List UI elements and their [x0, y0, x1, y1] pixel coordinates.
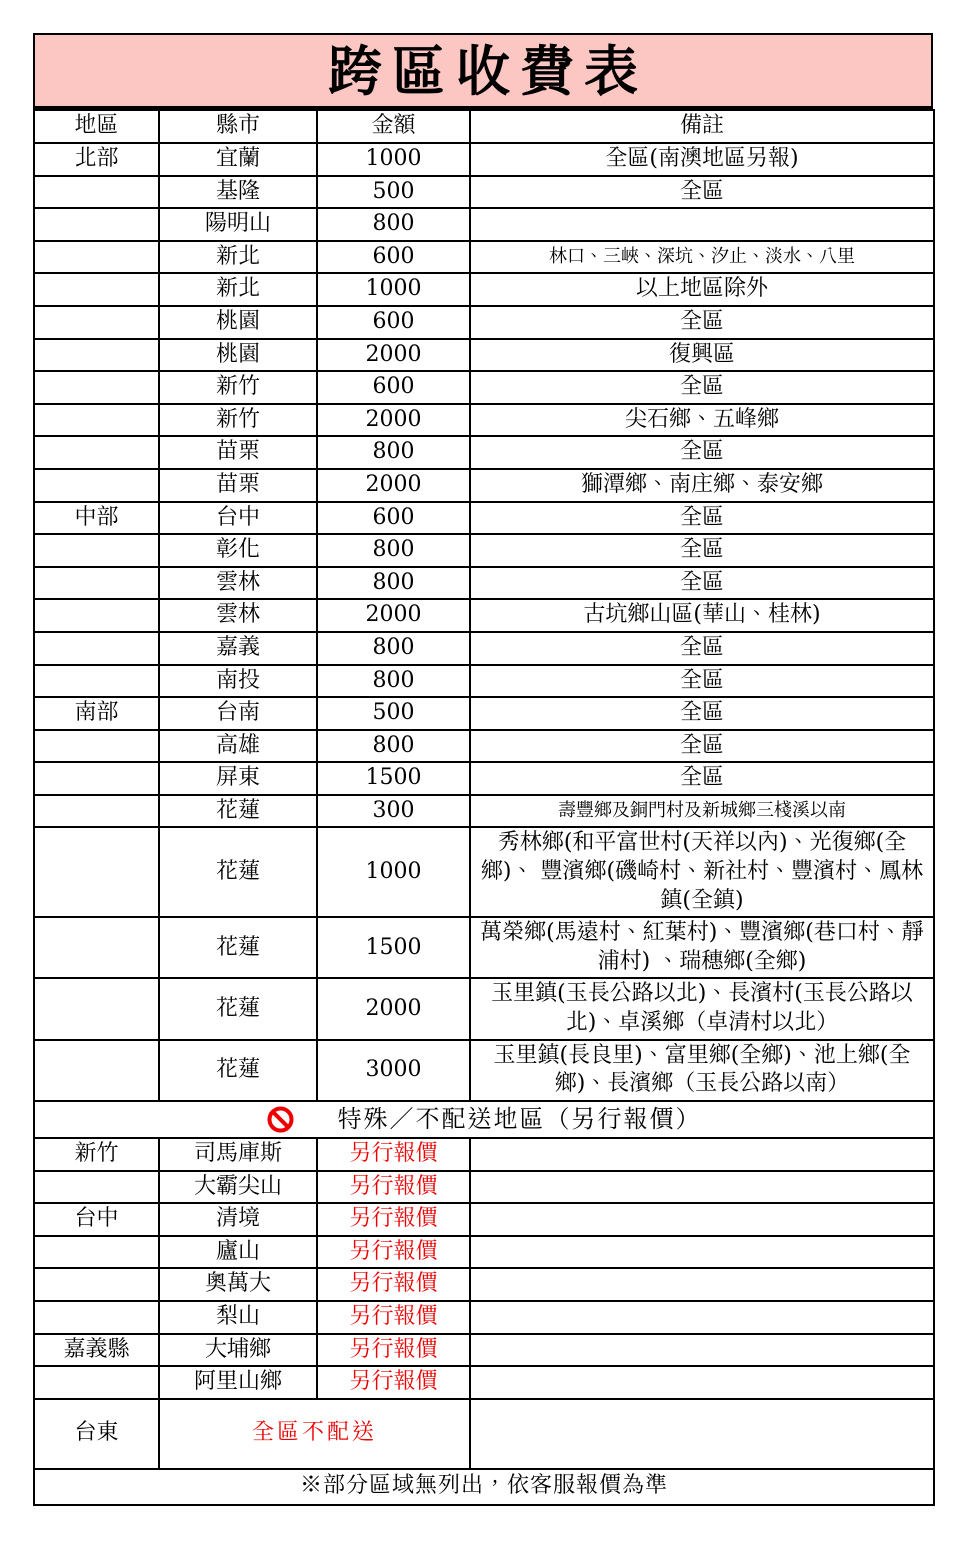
special-row [34, 1171, 934, 1204]
amount-cell: 另行報價 [317, 1138, 470, 1171]
amount-cell: 2000 [317, 469, 470, 502]
city-cell: 大霸尖山 [159, 1171, 317, 1204]
fee-table [33, 109, 935, 1506]
fee-row [34, 273, 934, 306]
amount-cell: 800 [317, 208, 470, 241]
note-cell: 玉里鎮(長良里)、富里鄉(全鄉)、池上鄉(全鄉)、長濱鄉（玉長公路以南） [470, 1040, 934, 1101]
note-cell: 全區 [470, 436, 934, 469]
region-cell: 新竹 [34, 1138, 159, 1171]
city-cell: 彰化 [159, 534, 317, 567]
region-cell [34, 978, 159, 1039]
note-cell [470, 1268, 934, 1301]
note-cell: 全區 [470, 730, 934, 763]
special-row [34, 1138, 934, 1171]
fee-row [34, 371, 934, 404]
amount-cell: 另行報價 [317, 1366, 470, 1399]
special-row [34, 1268, 934, 1301]
city-cell: 高雄 [159, 730, 317, 763]
note-cell: 以上地區除外 [470, 273, 934, 306]
amount-cell: 1000 [317, 273, 470, 306]
region-cell [34, 1268, 159, 1301]
amount-cell: 另行報價 [317, 1268, 470, 1301]
amount-cell: 600 [317, 502, 470, 535]
fee-row [34, 339, 934, 372]
region-cell [34, 762, 159, 795]
amount-cell: 500 [317, 176, 470, 209]
region-cell: 嘉義縣 [34, 1334, 159, 1367]
city-cell: 苗栗 [159, 436, 317, 469]
note-cell: 全區 [470, 762, 934, 795]
city-cell: 宜蘭 [159, 143, 317, 176]
region-cell: 台東 [34, 1399, 159, 1469]
amount-cell: 1000 [317, 827, 470, 917]
city-cell: 桃園 [159, 306, 317, 339]
note-cell: 全區 [470, 371, 934, 404]
city-cell: 苗栗 [159, 469, 317, 502]
special-row [34, 1203, 934, 1236]
city-cell: 台中 [159, 502, 317, 535]
amount-cell: 2000 [317, 339, 470, 372]
special-section-title: 特殊／不配送地區（另行報價） [337, 1104, 702, 1133]
note-cell: 獅潭鄉、南庄鄉、泰安鄉 [470, 469, 934, 502]
city-cell: 新北 [159, 273, 317, 306]
fee-row [34, 697, 934, 730]
note-cell: 全區(南澳地區另報) [470, 143, 934, 176]
bottom-section [34, 1399, 934, 1505]
fee-row [34, 469, 934, 502]
city-cell: 廬山 [159, 1236, 317, 1269]
amount-cell: 300 [317, 795, 470, 828]
note-cell [470, 1366, 934, 1399]
amount-cell: 2000 [317, 404, 470, 437]
amount-cell: 800 [317, 730, 470, 763]
special-section [34, 1101, 934, 1138]
city-cell: 新北 [159, 241, 317, 274]
fee-row [34, 599, 934, 632]
fee-row [34, 176, 934, 209]
fee-row [34, 917, 934, 978]
no-delivery-row [34, 1399, 934, 1469]
note-cell: 全區 [470, 176, 934, 209]
region-cell [34, 1366, 159, 1399]
no-entry-icon [267, 1106, 294, 1133]
special-rows-body [34, 1138, 934, 1399]
city-cell: 阿里山鄉 [159, 1366, 317, 1399]
city-cell: 花蓮 [159, 827, 317, 917]
col-header-note: 備註 [470, 110, 934, 143]
region-cell [34, 1040, 159, 1101]
note-cell [470, 1203, 934, 1236]
footer-row [34, 1469, 934, 1505]
region-cell [34, 208, 159, 241]
amount-cell: 1500 [317, 917, 470, 978]
amount-cell: 另行報價 [317, 1334, 470, 1367]
city-cell: 台南 [159, 697, 317, 730]
note-cell: 玉里鎮(玉長公路以北)、長濱村(玉長公路以北)、卓溪鄉（卓清村以北） [470, 978, 934, 1039]
amount-cell: 1000 [317, 143, 470, 176]
amount-cell: 600 [317, 306, 470, 339]
region-cell [34, 1171, 159, 1204]
region-cell: 中部 [34, 502, 159, 535]
city-cell: 新竹 [159, 371, 317, 404]
region-cell [34, 404, 159, 437]
special-row [34, 1366, 934, 1399]
fee-row [34, 632, 934, 665]
city-cell: 桃園 [159, 339, 317, 372]
city-cell: 基隆 [159, 176, 317, 209]
region-cell [34, 176, 159, 209]
region-cell [34, 306, 159, 339]
col-header-amount: 金額 [317, 110, 470, 143]
region-cell [34, 241, 159, 274]
note-cell [470, 1236, 934, 1269]
city-cell: 雲林 [159, 599, 317, 632]
region-cell [34, 469, 159, 502]
city-cell: 梨山 [159, 1301, 317, 1334]
note-cell [470, 1171, 934, 1204]
amount-cell: 800 [317, 436, 470, 469]
fee-row [34, 795, 934, 828]
col-header-city: 縣市 [159, 110, 317, 143]
no-delivery-label: 全區不配送 [159, 1399, 470, 1469]
note-cell: 全區 [470, 697, 934, 730]
header-row [34, 110, 934, 143]
amount-cell: 另行報價 [317, 1203, 470, 1236]
city-cell: 新竹 [159, 404, 317, 437]
region-cell [34, 1301, 159, 1334]
city-cell: 花蓮 [159, 917, 317, 978]
note-cell [470, 1334, 934, 1367]
amount-cell: 800 [317, 534, 470, 567]
special-row [34, 1334, 934, 1367]
special-row [34, 1301, 934, 1334]
fee-row [34, 436, 934, 469]
amount-cell: 800 [317, 632, 470, 665]
city-cell: 陽明山 [159, 208, 317, 241]
amount-cell: 2000 [317, 978, 470, 1039]
fee-row [34, 1040, 934, 1101]
region-cell: 台中 [34, 1203, 159, 1236]
region-cell: 北部 [34, 143, 159, 176]
fee-row [34, 567, 934, 600]
amount-cell: 600 [317, 241, 470, 274]
note-cell [470, 1301, 934, 1334]
city-cell: 大埔鄉 [159, 1334, 317, 1367]
special-section-header-row [34, 1101, 934, 1138]
fee-row [34, 306, 934, 339]
fee-rows-body [34, 143, 934, 1101]
amount-cell: 500 [317, 697, 470, 730]
region-cell [34, 795, 159, 828]
fee-row [34, 827, 934, 917]
amount-cell: 另行報價 [317, 1236, 470, 1269]
region-cell [34, 730, 159, 763]
city-cell: 花蓮 [159, 795, 317, 828]
note-cell: 全區 [470, 534, 934, 567]
region-cell [34, 599, 159, 632]
amount-cell: 1500 [317, 762, 470, 795]
note-cell: 全區 [470, 306, 934, 339]
note-cell: 全區 [470, 502, 934, 535]
region-cell [34, 534, 159, 567]
region-cell [34, 567, 159, 600]
amount-cell: 2000 [317, 599, 470, 632]
note-cell: 全區 [470, 567, 934, 600]
col-header-region: 地區 [34, 110, 159, 143]
page-title: 跨區收費表 [328, 38, 648, 103]
fee-row [34, 143, 934, 176]
region-cell [34, 371, 159, 404]
city-cell: 花蓮 [159, 1040, 317, 1101]
region-cell [34, 665, 159, 698]
note-cell: 林口、三峽、深坑、汐止、淡水、八里 [470, 241, 934, 274]
fee-row [34, 978, 934, 1039]
fee-row [34, 502, 934, 535]
region-cell [34, 339, 159, 372]
city-cell: 嘉義 [159, 632, 317, 665]
fee-row [34, 665, 934, 698]
note-cell: 全區 [470, 632, 934, 665]
fee-row [34, 762, 934, 795]
note-cell: 壽豐鄉及銅門村及新城鄉三棧溪以南 [470, 795, 934, 828]
city-cell: 屏東 [159, 762, 317, 795]
region-cell [34, 917, 159, 978]
note-cell: 秀林鄉(和平富世村(天祥以內)、光復鄉(全鄉)、 豐濱鄉(磯崎村、新社村、豐濱村、鳳林鎮(全鎮) [470, 827, 934, 917]
city-cell: 奧萬大 [159, 1268, 317, 1301]
note-cell [470, 208, 934, 241]
city-cell: 司馬庫斯 [159, 1138, 317, 1171]
fee-row [34, 241, 934, 274]
city-cell: 雲林 [159, 567, 317, 600]
fee-row [34, 730, 934, 763]
region-cell [34, 827, 159, 917]
amount-cell: 3000 [317, 1040, 470, 1101]
amount-cell: 800 [317, 567, 470, 600]
region-cell: 南部 [34, 697, 159, 730]
special-section-header-cell [34, 1101, 934, 1138]
note-cell: 全區 [470, 665, 934, 698]
region-cell [34, 632, 159, 665]
region-cell [34, 1236, 159, 1269]
note-cell [470, 1399, 934, 1469]
city-cell: 南投 [159, 665, 317, 698]
note-cell: 古坑鄉山區(華山、桂林) [470, 599, 934, 632]
note-cell: 萬榮鄉(馬遠村、紅葉村)、豐濱鄉(巷口村、靜浦村) 、瑞穗鄉(全鄉) [470, 917, 934, 978]
fee-row [34, 208, 934, 241]
city-cell: 花蓮 [159, 978, 317, 1039]
region-cell [34, 273, 159, 306]
region-cell [34, 436, 159, 469]
note-cell: 尖石鄉、五峰鄉 [470, 404, 934, 437]
special-row [34, 1236, 934, 1269]
amount-cell: 800 [317, 665, 470, 698]
fee-row [34, 404, 934, 437]
footer-note: ※部分區域無列出，依客服報價為準 [34, 1469, 934, 1505]
table-title-banner [33, 33, 933, 109]
amount-cell: 另行報價 [317, 1171, 470, 1204]
note-cell: 復興區 [470, 339, 934, 372]
city-cell: 清境 [159, 1203, 317, 1236]
note-cell [470, 1138, 934, 1171]
amount-cell: 600 [317, 371, 470, 404]
amount-cell: 另行報價 [317, 1301, 470, 1334]
fee-row [34, 534, 934, 567]
